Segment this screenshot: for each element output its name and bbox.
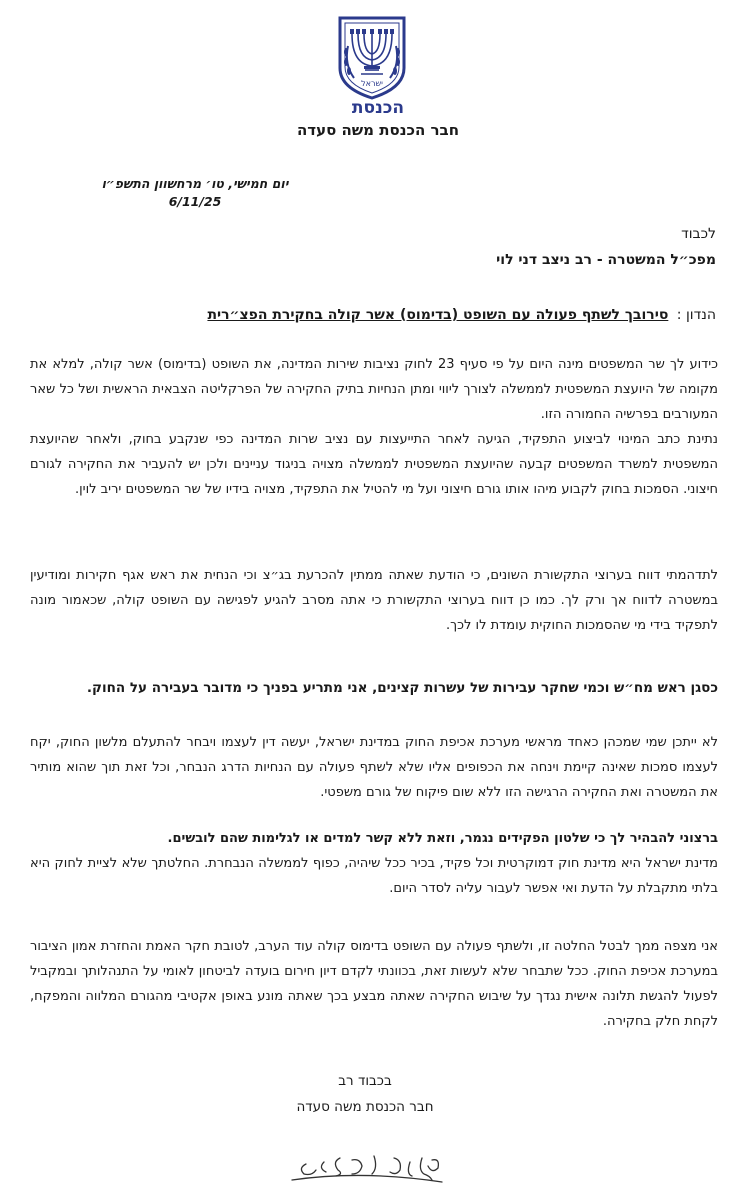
member-title: חבר הכנסת משה סעדה: [296, 121, 460, 139]
emblem-caption: ישראל: [361, 79, 383, 88]
paragraph-lead: ברצוני להבהיר לך כי שלטון הפקידים נגמר, וזאת ללא קשר למדים או לגלימות שהם לובשים.: [167, 831, 718, 846]
subject-line: [207, 307, 716, 323]
recipient-name: מפכ״ל המשטרה - רב ניצב דני לוי: [496, 252, 716, 268]
body-paragraph-5: אני מצפה ממך לבטל החלטה זו, ולשתף פעולה עם השופט בדימוס קולה עוד הערב, לטובת חקר האמת והחזרת אמון הציבור במערכת אכיפת החוק. ככל שתבחר שלא לעשות זאת, בכוונתי לקדם דיון חירום בועדה לביטחון לאומי על התנהלותך ובמקביל לפעול להגשת תלונה אישית נגדך על שיבוש החקירה שאתה מבצע בכך שאתה מונע באופן אקטיבי מהגורם המלווה והמפקח, לקחת חלק בחקירה.: [30, 939, 718, 1029]
recipient-salutation: לכבוד: [681, 226, 716, 242]
body-paragraph-2: לתדהמתי דווח בערוצי התקשורת השונים, כי הודעת שאתה ממתין להכרעת בג״צ וכי הנחית את ראש אגף חקירות ומודיעין במשטרה לדווח אך ורק לך. כמו כן דווח בערוצי התקשורת כי אתה מסרב להגיע לפגישה עם השופט קולה, שכאמור מונה לתפקיד בידי מי שהסמכות החוקית עומדת לו לכך.: [30, 568, 718, 633]
closing-regards: בכבוד רב: [338, 1073, 392, 1089]
subject-label: הנדון :: [676, 307, 716, 323]
body-paragraph-3: לא ייתכן שמי שמכהן כאחד מראשי מערכת אכיפת החוק במדינת ישראל, יעשה דין לעצמו ויבחר להתעלם מלשון החוק, יקח לעצמו סמכות שאינה קיימת וינחה את הכפופים אליו שלא לשתף פעולה עם הנחיות הדרג הנבחר, וכל זאת תוך שהוא מותיר את המשטרה ואת החקירה הרגישה הזו ללא שום פיקוח של גורם משפטי.: [30, 735, 718, 800]
handwritten-signature-icon: [282, 1140, 452, 1190]
body-paragraph-4: [30, 826, 718, 901]
subject-text: סירובך לשתף פעולה עם השופט (בדימוס) אשר קולה בחקירת הפצ״רית: [207, 307, 669, 323]
closing-signer: חבר הכנסת משה סעדה: [296, 1099, 434, 1115]
paragraph-authority: נתינת כתב המינוי לביצוע התפקיד, הגיעה לאחר התייעצות עם נציב שרות המדינה כפי שנקבע בחוק, ולאחר שהיועצת המשפטית למשרד המשפטים קבעה שהיועצת המשפטית לממשלה מצויה בניגוד עניינים ולכן יש להעביר את החקירה לגורם חיצוני. הסמכות בחוק לקבוע מיהו אותו גורם חיצוני ועל מי להטיל את התפקיד, מצויה בידיו של שר המשפטים יריב לוין.: [30, 432, 718, 497]
date-block: [70, 175, 320, 211]
paragraph-appointment: כידוע לך שר המשפטים מינה היום על פי סעיף 23 לחוק נציבות שירות המדינה, את השופט (בדימוס) אשר קולה, למלא את מקומה של היועצת המשפטית לממשלה לצורך ליווי ומתן הנחיות בתיק החקירה של הפרקליטה הצבאית הראשית ושל כל שאר המעורבים בפרשיה החמורה הזו.: [30, 357, 719, 422]
paragraph-rest: מדינת ישראל היא מדינת חוק דמוקרטית וכל פקיד, בכיר ככל שיהיה, כפוף לממשלה הנבחרת. החלטתך שלא לציית לחוק היא בלתי מתקבלת על הדעת ואי אפשר לעבור עליה לסדר היום.: [30, 856, 718, 896]
closing-block: [265, 1068, 465, 1120]
body-paragraph-1: [30, 352, 718, 502]
knesset-emblem-icon: [334, 14, 410, 100]
institution-name: הכנסת: [351, 98, 405, 118]
gregorian-date: 6/11/25: [168, 194, 222, 209]
hebrew-date: יום חמישי, טו׳ מרחשוון התשפ״ו: [101, 176, 289, 191]
body-paragraph-warning: כסגן ראש מח״ש וכמי שחקר עבירות של עשרות קצינים, אני מתריע בפניך כי מדובר בעבירה על החוק.: [86, 680, 718, 696]
